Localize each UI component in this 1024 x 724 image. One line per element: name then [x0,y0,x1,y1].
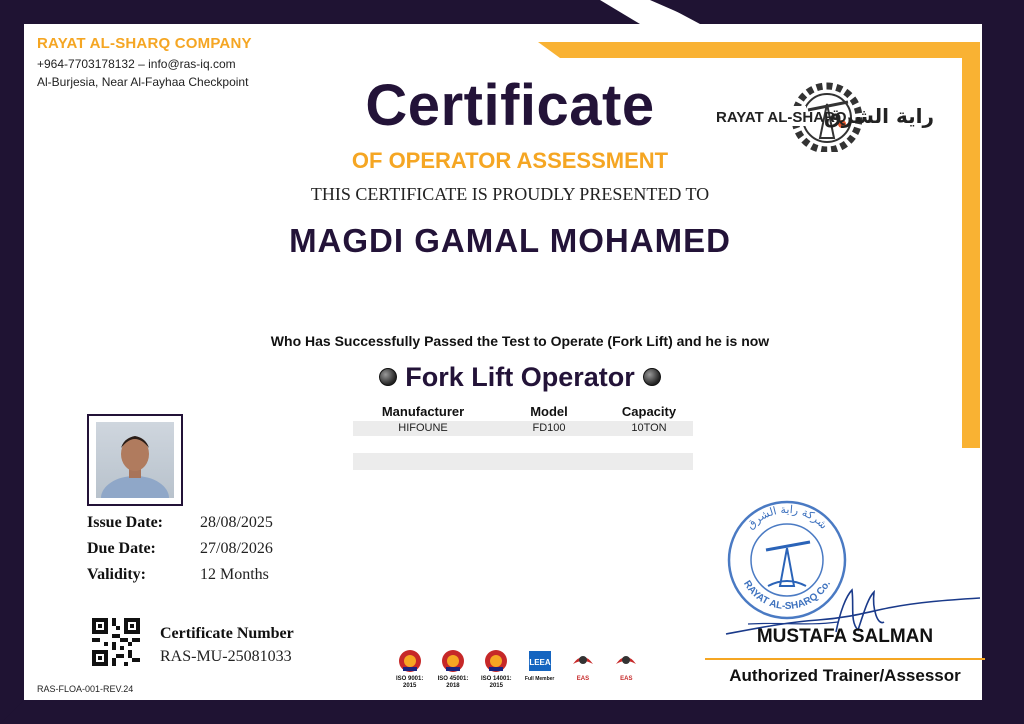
iso-badge-icon [397,648,423,674]
logo-arabic-text: راية الشرق [823,104,934,128]
company-logo [712,80,940,152]
iso-badge-icon [440,648,466,674]
qr-code-icon [92,618,140,666]
validity-label: Validity: [87,566,146,583]
achievement-statement: Who Has Successfully Passed the Test to Operate (Fork Lift) and he is now [270,333,770,349]
equipment-table [353,404,693,470]
svg-text:LEEA: LEEA [528,658,551,667]
eas-badge: EAS [565,648,600,696]
eas-icon [570,648,596,674]
issue-date-value: 28/08/2025 [200,514,273,531]
svg-text:RAYAT AL-SHARQ Co.: RAYAT AL-SHARQ Co. [741,578,833,613]
certificate-subtitle: OF OPERATOR ASSESSMENT [351,148,669,173]
iso-14001-badge: ISO 14001: 2015 [479,648,514,696]
recipient-name: MAGDI GAMAL MOHAMED [289,222,731,259]
company-address: Al-Burjesia, Near Al-Fayhaa Checkpoint [37,75,249,89]
operator-photo-frame [87,414,183,506]
table-row [353,421,693,436]
bullet-icon [643,368,661,386]
role-heading [330,360,710,394]
certificate-number-value: RAS-MU-25081033 [160,648,292,665]
operator-photo [96,422,174,498]
signatory-name: MUSTAFA SALMAN [756,626,934,647]
certificate-title: Certificate [365,73,655,138]
cell-capacity: 10TON [631,422,667,434]
presented-to-line: THIS CERTIFICATE IS PROUDLY PRESENTED TO [310,184,710,204]
due-date-label: Due Date: [87,540,156,557]
gear-derrick-icon [712,80,940,152]
certificate-number-label: Certificate Number [160,625,294,642]
iso-45001-badge: ISO 45001: 2018 [435,648,470,696]
column-header-capacity: Capacity [621,404,677,419]
signatory-role: Authorized Trainer/Assessor [729,666,961,685]
issue-date-label: Issue Date: [87,514,163,531]
bullet-icon [379,368,397,386]
operator-role: Fork Lift Operator [405,361,635,392]
iso-badge-icon [483,648,509,674]
company-contact: +964-7703178132 – info@ras-iq.com [37,57,236,71]
column-header-manufacturer: Manufacturer [381,404,465,419]
form-code: RAS-FLOA-001-REV.24 [37,684,134,694]
validity-value: 12 Months [200,566,269,583]
company-name: RAYAT AL-SHARQ COMPANY [37,35,252,52]
cell-manufacturer: HIFOUNE [398,422,448,434]
leea-icon [527,648,553,674]
leea-badge: LEEA Full Member [522,648,557,696]
eas-badge: EAS [609,648,644,696]
cell-model: FD100 [532,422,566,434]
accreditation-badges [392,648,644,696]
svg-text:شركة راية الشرق: شركة راية الشرق [743,502,831,532]
due-date-value: 27/08/2026 [200,540,273,557]
logo-latin-text: RAYAT AL-SHARQ [716,109,847,126]
eas-icon [613,648,639,674]
equipment-header-row [353,404,693,419]
iso-9001-badge: ISO 9001: 2015 [392,648,427,696]
column-header-model: Model [530,404,568,419]
table-row-empty [353,453,693,470]
signature-line [705,658,985,660]
